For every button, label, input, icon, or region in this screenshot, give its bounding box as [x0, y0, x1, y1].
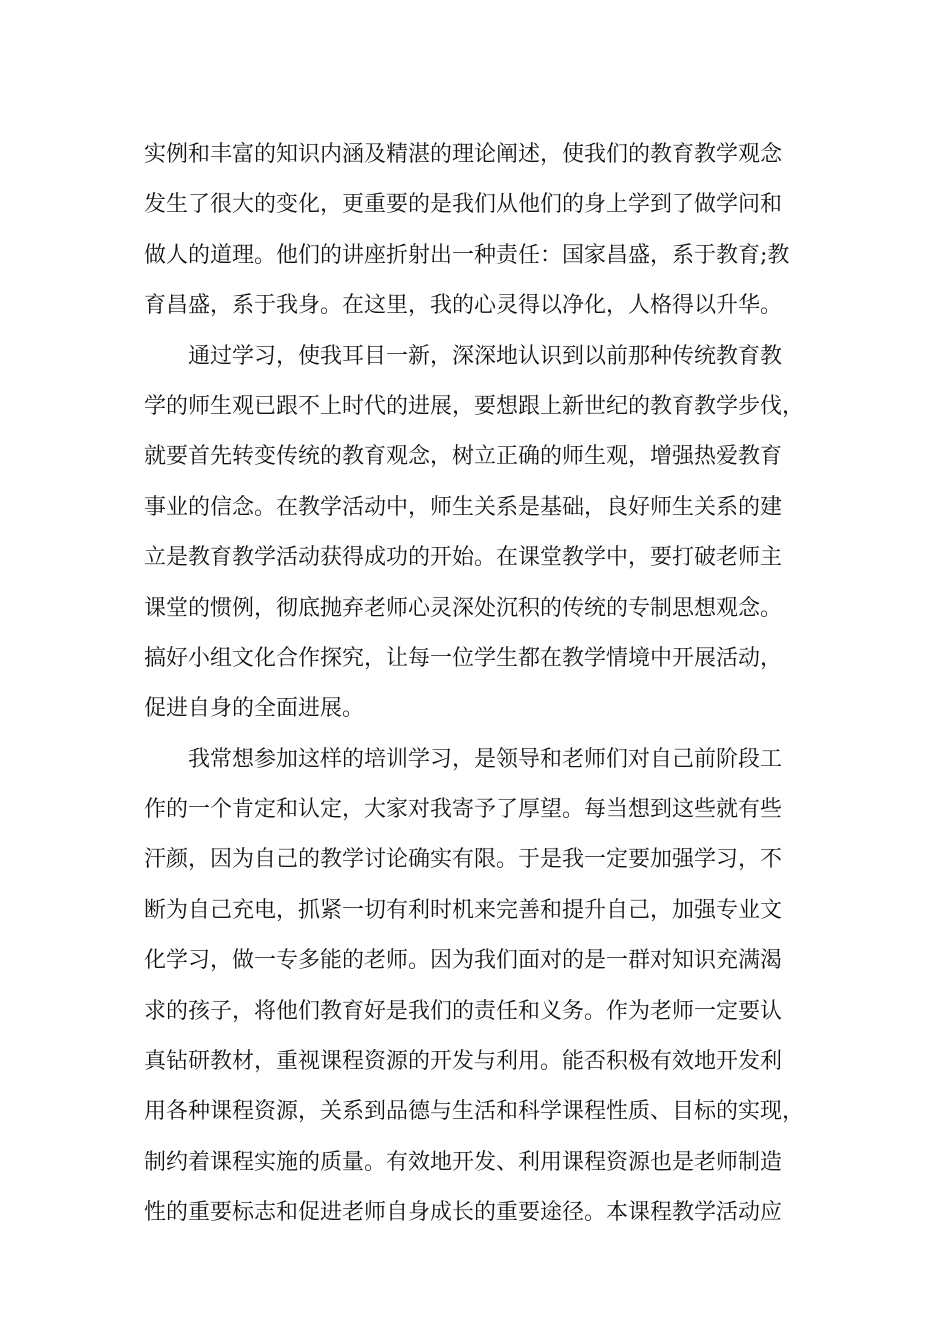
- text-line: 实例和丰富的知识内涵及精湛的理论阐述，使我们的教育教学观念: [144, 142, 783, 167]
- text-line: 化学习，做一专多能的老师。因为我们面对的是一群对知识充满渴: [144, 948, 783, 974]
- text-line: 立是教育教学活动获得成功的开始。在课堂教学中，要打破老师主: [144, 545, 783, 571]
- text-line: 促进自身的全面进展。: [144, 696, 365, 722]
- text-line: 学的师生观已跟不上时代的进展，要想跟上新世纪的教育教学步伐，: [144, 393, 805, 419]
- text-line: 课堂的惯例，彻底抛弃老师心灵深处沉积的传统的专制思想观念。: [144, 595, 783, 621]
- text-line: 用各种课程资源，关系到品德与生活和科学课程性质、目标的实现，: [144, 1099, 805, 1125]
- text-line: 求的孩子，将他们教育好是我们的责任和义务。作为老师一定要认: [144, 998, 783, 1024]
- text-line: 做人的道理。他们的讲座折射出一种责任：国家昌盛，系于教育;教: [144, 242, 790, 268]
- paragraph-first-line: 通过学习，使我耳目一新，深深地认识到以前那种传统教育教: [188, 343, 783, 369]
- text-line: 性的重要标志和促进老师自身成长的重要途径。本课程教学活动应: [144, 1200, 783, 1226]
- text-line: 育昌盛，系于我身。在这里，我的心灵得以净化，人格得以升华。: [144, 293, 783, 319]
- text-line: 作的一个肯定和认定，大家对我寄予了厚望。每当想到这些就有些: [144, 797, 783, 823]
- text-line: 就要首先转变传统的教育观念，树立正确的师生观，增强热爱教育: [144, 444, 783, 470]
- text-line: 发生了很大的变化，更重要的是我们从他们的身上学到了做学问和: [144, 192, 783, 218]
- text-line: 断为自己充电，抓紧一切有利时机来完善和提升自己，加强专业文: [144, 897, 783, 923]
- text-line: 搞好小组文化合作探究，让每一位学生都在教学情境中开展活动，: [144, 645, 783, 671]
- body-text: [144, 130, 834, 1239]
- text-line: 真钻研教材，重视课程资源的开发与利用。能否积极有效地开发利: [144, 1049, 783, 1075]
- text-line: 汗颜，因为自己的教学讨论确实有限。于是我一定要加强学习，不: [144, 847, 783, 873]
- paragraph-first-line: 我常想参加这样的培训学习，是领导和老师们对自己前阶段工: [188, 746, 783, 772]
- text-line: 事业的信念。在教学活动中，师生关系是基础，良好师生关系的建: [144, 494, 783, 520]
- text-line: 制约着课程实施的质量。有效地开发、利用课程资源也是老师制造: [144, 1149, 783, 1175]
